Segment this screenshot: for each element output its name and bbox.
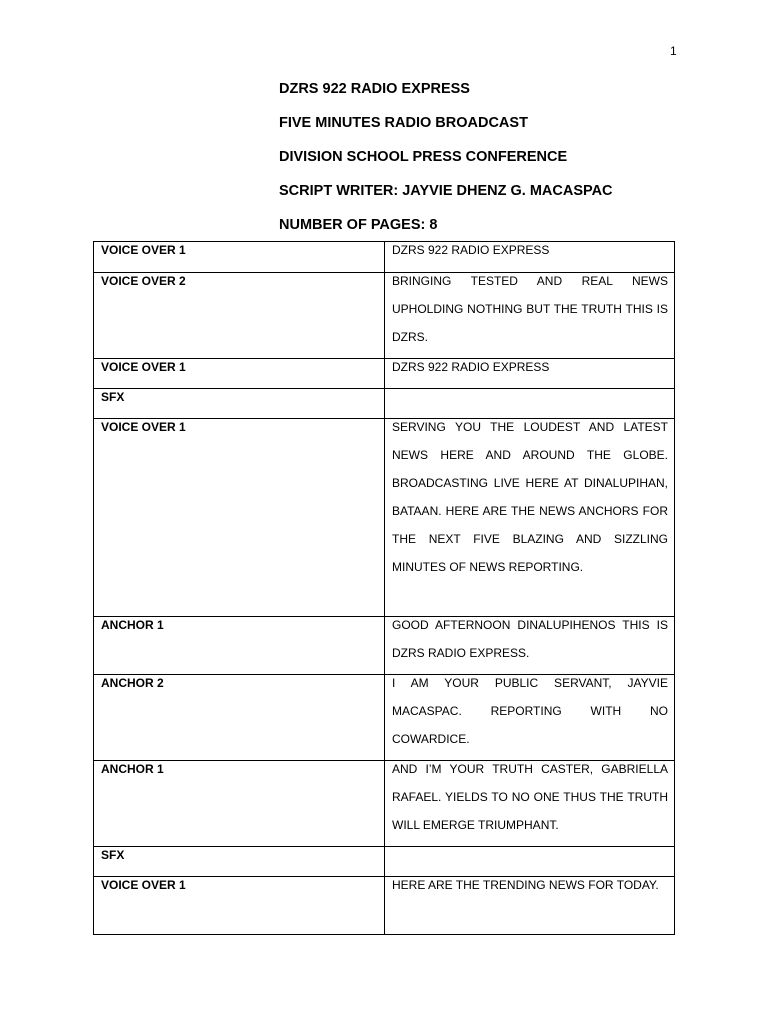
line-text	[392, 841, 668, 843]
line-cell	[385, 761, 675, 847]
line-text: DZRS 922 RADIO EXPRESS	[392, 243, 550, 257]
role-cell: VOICE OVER 1	[94, 419, 385, 617]
line-text	[392, 383, 668, 385]
table-row	[94, 617, 675, 675]
script-writer: SCRIPT WRITER: JAYVIE DHENZ G. MACASPAC	[279, 183, 613, 199]
table-row	[94, 761, 675, 847]
line-text: BRINGING TESTED AND REAL NEWS UPHOLDING NOTHING BUT THE TRUTH THIS IS DZRS.	[392, 274, 668, 344]
role-cell: VOICE OVER 1	[94, 877, 385, 935]
role-cell: VOICE OVER 2	[94, 273, 385, 359]
line-cell	[385, 273, 675, 359]
role-cell: ANCHOR 1	[94, 617, 385, 675]
role-cell: VOICE OVER 1	[94, 359, 385, 389]
table-row	[94, 877, 675, 935]
table-row	[94, 419, 675, 617]
script-table	[93, 241, 675, 935]
page-number: 1	[670, 44, 677, 58]
table-row	[94, 675, 675, 761]
station-title: DZRS 922 RADIO EXPRESS	[279, 81, 470, 97]
line-text: DZRS 922 RADIO EXPRESS	[392, 360, 550, 374]
role-cell: SFX	[94, 389, 385, 419]
line-cell	[385, 419, 675, 617]
role-cell: ANCHOR 1	[94, 761, 385, 847]
number-of-pages: NUMBER OF PAGES: 8	[279, 217, 438, 233]
table-row	[94, 273, 675, 359]
line-text: SERVING YOU THE LOUDEST AND LATEST NEWS HERE AND AROUND THE GLOBE. BROADCASTING LIVE HERE AT DINALUPIHAN, BATAAN. HERE ARE THE NEWS ANCHORS FOR THE NEXT FIVE BLAZING AND SIZZLING MINUTES OF NEWS REPORTING.	[392, 420, 668, 574]
role-cell: SFX	[94, 847, 385, 877]
event-title: DIVISION SCHOOL PRESS CONFERENCE	[279, 149, 568, 165]
document-header	[279, 72, 613, 242]
line-text: HERE ARE THE TRENDING NEWS FOR TODAY.	[392, 878, 659, 892]
line-text: AND I’M YOUR TRUTH CASTER, GABRIELLA RAFAEL. YIELDS TO NO ONE THUS THE TRUTH WILL EMERGE TRIUMPHANT.	[392, 762, 668, 832]
line-text: GOOD AFTERNOON DINALUPIHENOS THIS IS DZRS RADIO EXPRESS.	[392, 618, 668, 660]
line-cell	[385, 617, 675, 675]
line-text: I AM YOUR PUBLIC SERVANT, JAYVIE MACASPAC. REPORTING WITH NO COWARDICE.	[392, 676, 668, 746]
broadcast-title: FIVE MINUTES RADIO BROADCAST	[279, 115, 528, 131]
line-cell	[385, 675, 675, 761]
role-cell: ANCHOR 2	[94, 675, 385, 761]
role-cell: VOICE OVER 1	[94, 242, 385, 273]
line-cell	[385, 877, 675, 935]
